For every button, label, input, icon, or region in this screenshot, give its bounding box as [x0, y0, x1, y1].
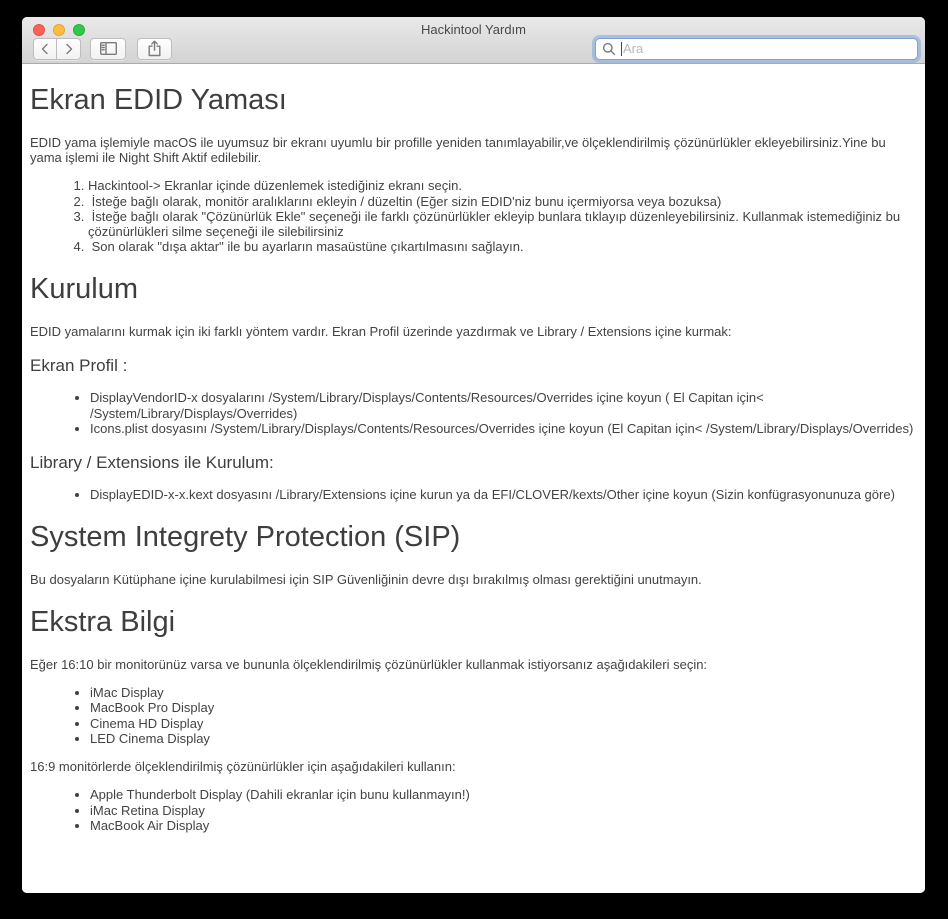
- share-icon: [147, 40, 162, 57]
- step-item: 3. İsteğe bağlı olarak "Çözünürlük Ekle" seçeneği ile farklı çözünürlükler ekleyip bunlara tıklayıp düzenleyebilirsiniz. Kullanmak istemediğiniz bu çözünürlükleri silme seçeneği ile silebilirsiniz: [88, 209, 917, 239]
- paragraph-sip: Bu dosyaların Kütüphane içine kurulabilmesi için SIP Güvenliğinin devre dışı bırakılmış olması gerektiğini unutmayın.: [30, 571, 702, 587]
- steps-list: [30, 178, 917, 254]
- share-button[interactable]: [137, 38, 172, 60]
- step-item: 1. Hackintool-> Ekranlar içinde düzenlemek istediğiniz ekranı seçin.: [88, 178, 917, 193]
- paragraph-16-9: 16:9 monitörlerde ölçeklendirilmiş çözünürlükler için aşağıdakileri kullanın:: [30, 759, 456, 775]
- heading-kurulum: Kurulum: [30, 273, 138, 306]
- list-item: • DisplayVendorID-x dosyalarını /System/Library/Displays/Contents/Resources/Overrides içine koyun ( El Capitan için< /System/Library/Displays/Overrides): [90, 390, 917, 420]
- chevron-right-icon: [64, 43, 74, 55]
- displays-16-9-list: [30, 787, 917, 833]
- chevron-left-icon: [40, 43, 50, 55]
- search-input[interactable]: [623, 41, 911, 56]
- list-item: • iMac Retina Display: [90, 803, 917, 818]
- paragraph-16-10: Eğer 16:10 bir monitorünüz varsa ve bununla ölçeklendirilmiş çözünürlükler kullanmak istiyorsanız aşağıdakileri seçin:: [30, 657, 708, 673]
- list-item: • MacBook Air Display: [90, 818, 917, 833]
- subheading-ekran-profil: Ekran Profil :: [30, 356, 128, 376]
- search-icon: [602, 42, 616, 56]
- search-field[interactable]: [595, 38, 918, 60]
- back-button[interactable]: [33, 38, 57, 60]
- window-title: Hackintool Yardım: [420, 22, 526, 37]
- heading-sip: System Integrety Protection (SIP): [30, 521, 461, 554]
- heading-ekstra-bilgi: Ekstra Bilgi: [30, 606, 176, 639]
- heading-edid: Ekran EDID Yaması: [30, 84, 287, 116]
- subheading-library-extensions: Library / Extensions ile Kurulum:: [30, 452, 274, 472]
- list-item: • LED Cinema Display: [90, 731, 917, 746]
- navigation-buttons: [33, 38, 81, 60]
- displays-16-10-list: [30, 685, 917, 746]
- forward-button[interactable]: [57, 38, 81, 60]
- library-extensions-list: [30, 487, 917, 502]
- text-caret: [621, 42, 622, 56]
- list-item: • DisplayEDID-x-x.kext dosyasını /Library/Extensions içine kurun ya da EFI/CLOVER/kexts/Other içine koyun (Sizin konfügrasyonunuza göre): [90, 487, 917, 502]
- titlebar: [22, 17, 925, 64]
- step-item: 2. İsteğe bağlı olarak, monitör aralıklarını ekleyin / düzeltin (Eğer sizin EDID'niz bunu içermiyorsa veya bozuksa): [88, 194, 917, 209]
- list-item: • Cinema HD Display: [90, 716, 917, 731]
- list-item: • Apple Thunderbolt Display (Dahili ekranlar için bunu kullanmayın!): [90, 787, 917, 802]
- step-item: 4. Son olarak "dışa aktar" ile bu ayarların masaüstüne çıkartılmasını sağlayın.: [88, 239, 917, 254]
- paragraph-edid: EDID yama işlemiyle macOS ile uyumsuz bir ekranı uyumlu bir profille yeniden tanımlayabilir,ve ölçeklendirilmiş çözünürlükler ekleyebilirsiniz.Yine bu yama işlemi ile Night Shift Aktif edilebilir.: [30, 134, 886, 166]
- ekran-profil-list: [30, 390, 917, 436]
- paragraph-kurulum: EDID yamalarını kurmak için iki farklı yöntem vardır. Ekran Profil üzerinde yazdırmak ve Library / Extensions içine kurmak:: [30, 324, 732, 340]
- toolbar: [33, 37, 918, 60]
- list-item: • Icons.plist dosyasını /System/Library/Displays/Contents/Resources/Overrides içine koyun (El Capitan için< /System/Library/Displays/Overrides): [90, 421, 917, 436]
- help-content: [22, 64, 925, 893]
- list-item: • MacBook Pro Display: [90, 700, 917, 715]
- list-item: • iMac Display: [90, 685, 917, 700]
- sidebar-icon: [100, 42, 117, 55]
- sidebar-toggle-button[interactable]: [90, 38, 126, 60]
- help-window: [22, 17, 925, 893]
